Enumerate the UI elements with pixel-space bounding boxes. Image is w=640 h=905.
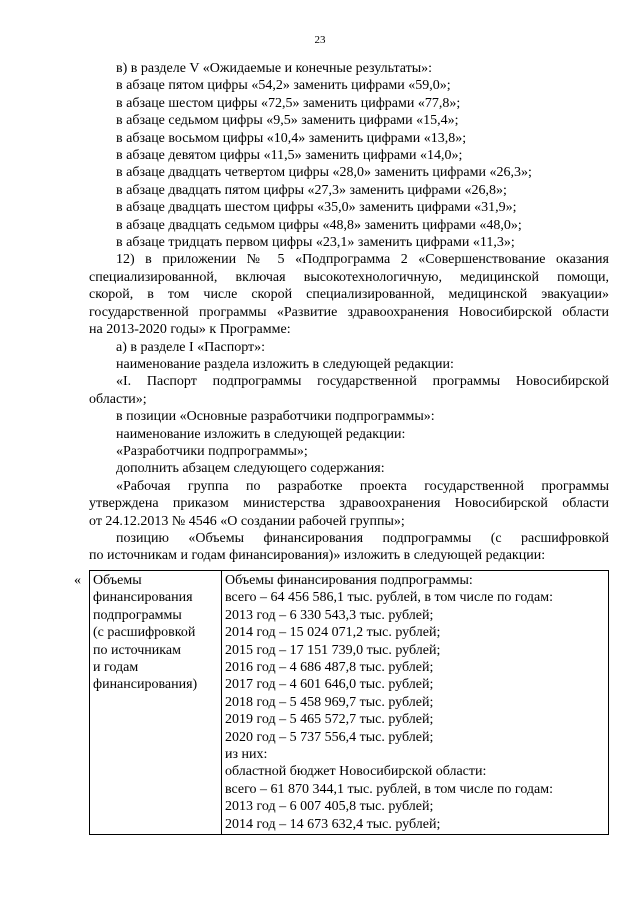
text-line: «Рабочая группа по разработке проекта государственной программы bbox=[116, 478, 609, 494]
table-value-line: Объемы финансирования подпрограммы: bbox=[225, 573, 473, 588]
text-line: в) в разделе V «Ожидаемые и конечные результаты»: bbox=[116, 61, 433, 76]
text-line: утверждена приказом министерства здравоохранения Новосибирской области bbox=[89, 496, 609, 512]
text-line: скорой, в том числе скорой специализированной, медицинской эвакуации» bbox=[89, 287, 609, 303]
page-number: 23 bbox=[314, 34, 326, 46]
text-line: на 2013-2020 годы» к Программе: bbox=[89, 322, 291, 338]
text-line: в абзаце двадцать пятом цифры «27,3» заменить цифрами «26,8»; bbox=[116, 182, 507, 198]
table-value-line: областной бюджет Новосибирской области: bbox=[225, 764, 487, 780]
text-line: а) в разделе I «Паспорт»: bbox=[116, 339, 266, 355]
table-value-line: 2014 год – 14 673 632,4 тыс. рублей; bbox=[225, 816, 441, 832]
text-line: в позиции «Основные разработчики подпрограммы»: bbox=[116, 409, 435, 425]
text-line: «I. Паспорт подпрограммы государственной программы Новосибирской bbox=[116, 374, 609, 390]
table-label-line: подпрограммы bbox=[93, 607, 182, 623]
text-line: «Разработчики подпрограммы»; bbox=[116, 443, 308, 459]
table-value-line: 2018 год – 5 458 969,7 тыс. рублей; bbox=[225, 694, 434, 710]
table-row bbox=[90, 571, 609, 835]
table-value-line: 2017 год – 4 601 646,0 тыс. рублей; bbox=[225, 677, 434, 693]
text-line: дополнить абзацем следующего содержания: bbox=[116, 461, 385, 477]
table-label-line: (с расшифровкой bbox=[93, 625, 196, 641]
table-label-line: финансирования bbox=[93, 590, 193, 606]
table-label-line: Объемы bbox=[93, 573, 142, 588]
text-line: от 24.12.2013 № 4546 «О создании рабочей группы»; bbox=[89, 513, 405, 529]
opening-quote-mark: « bbox=[74, 573, 81, 588]
table-value-line: 2020 год – 5 737 556,4 тыс. рублей; bbox=[225, 729, 434, 745]
table-value-line: 2014 год – 15 024 071,2 тыс. рублей; bbox=[225, 625, 441, 641]
text-line: в абзаце шестом цифры «72,5» заменить цифрами «77,8»; bbox=[116, 95, 461, 111]
text-line: наименование раздела изложить в следующей редакции: bbox=[116, 356, 454, 372]
text-line: по источникам и годам финансирования)» изложить в следующей редакции: bbox=[89, 548, 546, 564]
text-line: в абзаце восьмом цифры «10,4» заменить цифрами «13,8»; bbox=[116, 130, 467, 146]
table-value-line: всего – 61 870 344,1 тыс. рублей, в том числе по годам: bbox=[225, 781, 554, 797]
table-value-line: всего – 64 456 586,1 тыс. рублей, в том числе по годам: bbox=[225, 590, 554, 606]
text-line: области»; bbox=[89, 391, 147, 407]
table-value-line: 2013 год – 6 330 543,3 тыс. рублей; bbox=[225, 607, 434, 623]
table-label-line: финансирования) bbox=[93, 677, 198, 693]
text-line: наименование изложить в следующей редакции: bbox=[116, 426, 406, 442]
table-value-line: из них: bbox=[225, 747, 268, 763]
text-line: в абзаце тридцать первом цифры «23,1» заменить цифрами «11,3»; bbox=[116, 235, 515, 251]
text-line: государственной программы «Развитие здравоохранения Новосибирской области bbox=[89, 304, 609, 320]
table-value-line: 2013 год – 6 007 405,8 тыс. рублей; bbox=[225, 799, 434, 815]
table-value-line: 2019 год – 5 465 572,7 тыс. рублей; bbox=[225, 712, 434, 728]
table-label-line: и годам bbox=[93, 660, 139, 676]
table-value-line: 2016 год – 4 686 487,8 тыс. рублей; bbox=[225, 660, 434, 676]
text-line: позицию «Объемы финансирования подпрограммы (с расшифровкой bbox=[116, 530, 609, 546]
text-line: специализированной, включая высокотехнологичную, медицинской помощи, bbox=[89, 269, 609, 285]
financing-volume-table bbox=[89, 570, 609, 835]
table-label-line: по источникам bbox=[93, 642, 181, 658]
financing-values-cell bbox=[222, 571, 609, 835]
financing-label-cell bbox=[90, 571, 222, 835]
text-line: в абзаце седьмом цифры «9,5» заменить цифрами «15,4»; bbox=[116, 113, 459, 129]
text-line: 12) в приложении № 5 «Подпрограмма 2 «Совершенствование оказания bbox=[116, 252, 609, 268]
text-line: в абзаце двадцать седьмом цифры «48,8» заменить цифрами «48,0»; bbox=[116, 217, 522, 233]
text-line: в абзаце пятом цифры «54,2» заменить цифрами «59,0»; bbox=[116, 78, 451, 94]
table-value-line: 2015 год – 17 151 739,0 тыс. рублей; bbox=[225, 642, 441, 658]
text-line: в абзаце двадцать четвертом цифры «28,0» заменить цифрами «26,3»; bbox=[116, 165, 532, 181]
document-body bbox=[89, 60, 609, 565]
text-line: в абзаце девятом цифры «11,5» заменить цифрами «14,0»; bbox=[116, 148, 463, 164]
text-line: в абзаце двадцать шестом цифры «35,0» заменить цифрами «31,9»; bbox=[116, 200, 517, 216]
